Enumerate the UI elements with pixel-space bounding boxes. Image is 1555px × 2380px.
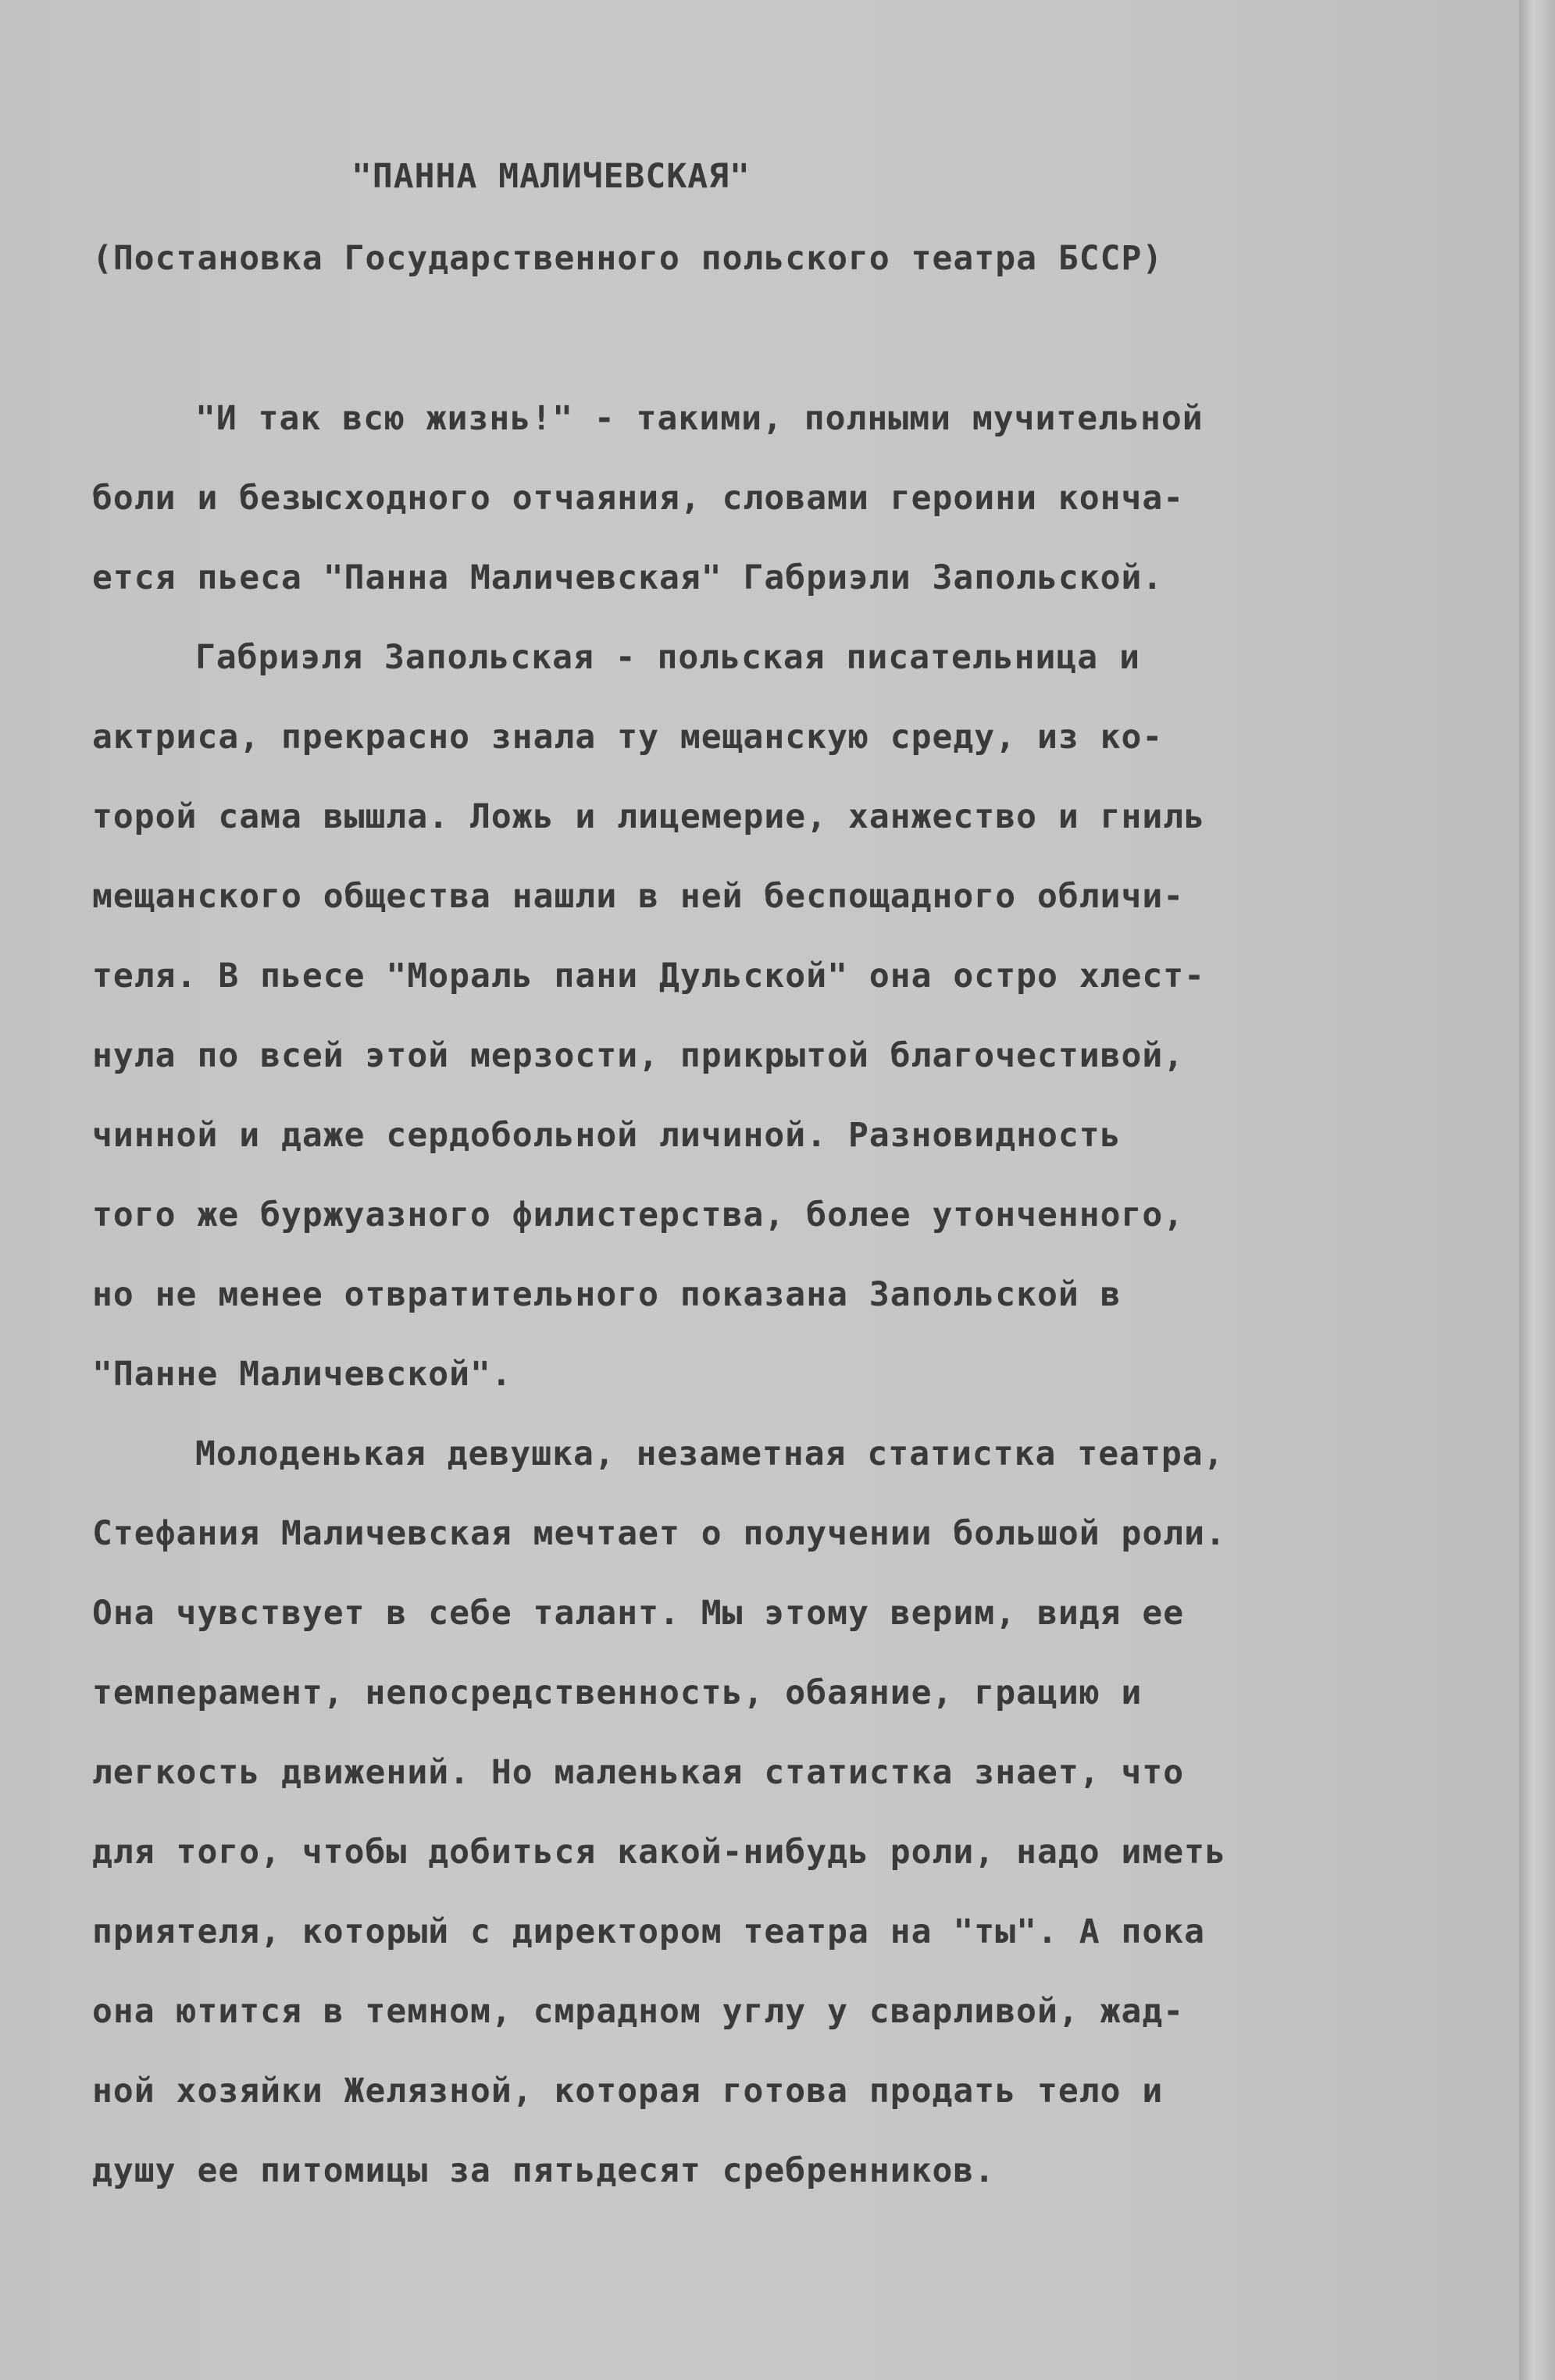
text-line: торой сама вышла. Ложь и лицемерие, ханжество и гниль xyxy=(92,797,1206,836)
text-line: теля. В пьесе "Мораль пани Дульской" она остро хлест- xyxy=(92,957,1206,996)
text-line: боли и безысходного отчаяния, словами героини конча- xyxy=(92,479,1185,518)
text-line: Молоденькая девушка, незаметная статистка театра, xyxy=(195,1434,1225,1473)
text-line: Она чувствует в себе талант. Мы этому верим, видя ее xyxy=(92,1594,1185,1633)
text-line: легкость движений. Но маленькая статистка знает, что xyxy=(92,1753,1185,1792)
document-title: "ПАННА МАЛИЧЕВСКАЯ" xyxy=(351,157,751,196)
text-line: актриса, прекрасно знала ту мещанскую среду, из ко- xyxy=(92,718,1164,757)
document-subtitle: (Постановка Государственного польского театра БССР) xyxy=(92,239,1164,278)
page-edge xyxy=(1519,0,1555,2380)
text-line: того же буржуазного филистерства, более утонченного, xyxy=(92,1195,1185,1235)
text-line: Габриэля Запольская - польская писательница и xyxy=(195,638,1140,677)
text-line: Стефания Маличевская мечтает о получении большой роли. xyxy=(92,1514,1226,1553)
text-line: душу ее питомицы за пятьдесят сребренников. xyxy=(92,2151,996,2190)
text-line: для того, чтобы добиться какой-нибудь роли, надо иметь xyxy=(92,1833,1226,1872)
text-line: нула по всей этой мерзости, прикрытой благочестивой, xyxy=(92,1036,1185,1075)
text-line: "Панне Маличевской". xyxy=(92,1355,512,1394)
text-line: "И так всю жизнь!" - такими, полными мучительной xyxy=(195,399,1204,438)
text-line: ется пьеса "Панна Маличевская" Габриэли Запольской. xyxy=(92,558,1164,597)
text-line: но не менее отвратительного показана Запольской в xyxy=(92,1275,1122,1314)
text-line: темперамент, непосредственность, обаяние, грацию и xyxy=(92,1673,1143,1712)
text-line: чинной и даже сердобольной личиной. Разновидность xyxy=(92,1116,1122,1155)
text-line: она ютится в темном, смрадном углу у сварливой, жад- xyxy=(92,1992,1185,2031)
text-line: мещанского общества нашли в ней беспощадного обличи- xyxy=(92,877,1185,916)
text-line: ной хозяйки Желязной, которая готова продать тело и xyxy=(92,2072,1164,2111)
text-line: приятеля, который с директором театра на "ты". А пока xyxy=(92,1912,1206,1951)
